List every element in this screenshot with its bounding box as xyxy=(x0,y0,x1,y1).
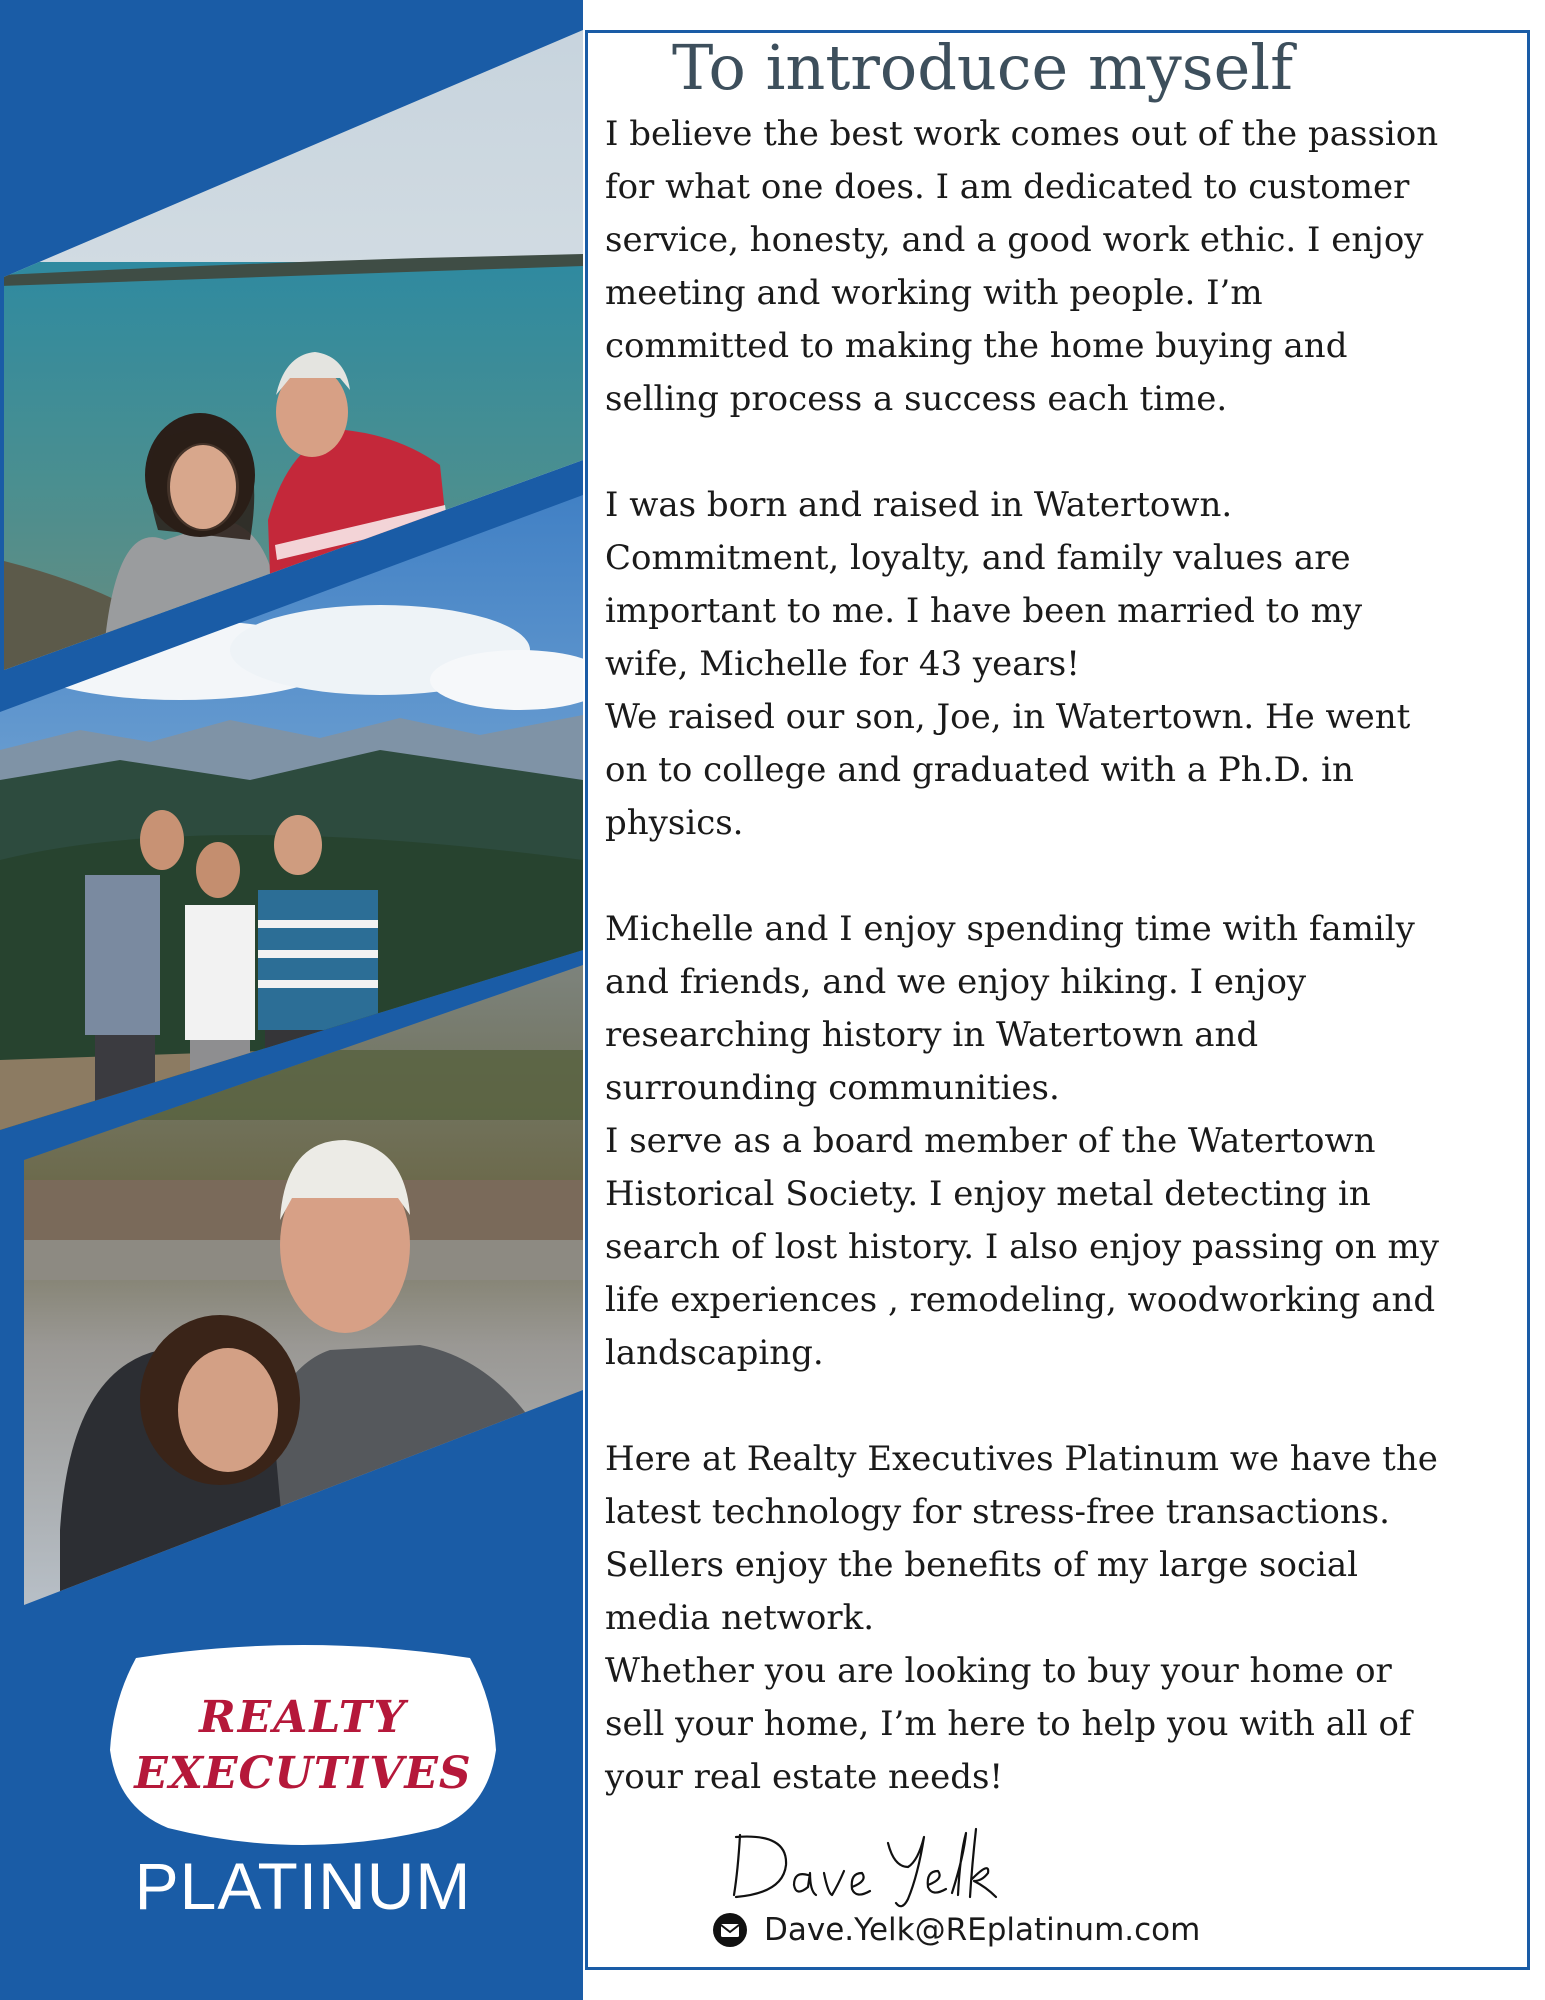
text-line: wife, Michelle for 43 years! xyxy=(605,644,1080,684)
text-line: service, honesty, and a good work ethic. I enjoy xyxy=(605,220,1424,260)
text-line: sell your home, I’m here to help you with all of xyxy=(605,1704,1412,1744)
envelope-icon xyxy=(712,1912,748,1948)
paragraph-3 xyxy=(605,903,1515,1380)
text-line: Whether you are looking to buy your home or xyxy=(605,1651,1392,1691)
text-line: life experiences , remodeling, woodworking and xyxy=(605,1280,1436,1320)
couple-closeup-photo xyxy=(0,950,583,1610)
text-line: Michelle and I enjoy spending time with family xyxy=(605,909,1415,949)
text-line: meeting and working with people. I’m xyxy=(605,273,1263,313)
logo-word-realty: REALTY xyxy=(199,1692,407,1743)
realty-executives-logo xyxy=(98,1640,508,1850)
text-line: researching history in Watertown and xyxy=(605,1015,1259,1055)
text-line: and friends, and we enjoy hiking. I enjoy xyxy=(605,962,1307,1002)
sidebar xyxy=(0,0,583,2000)
paragraph-2 xyxy=(605,479,1515,850)
text-line: on to college and graduated with a Ph.D. in xyxy=(605,750,1354,790)
text-line: selling process a success each time. xyxy=(605,379,1228,419)
text-line: Historical Society. I enjoy metal detecting in xyxy=(605,1174,1371,1214)
text-line: I was born and raised in Watertown. xyxy=(605,485,1233,525)
paragraph-4 xyxy=(605,1433,1515,1804)
page-title: To introduce myself xyxy=(672,31,1294,104)
text-line: media network. xyxy=(605,1598,874,1638)
text-line: Commitment, loyalty, and family values are xyxy=(605,538,1351,578)
text-line: I serve as a board member of the Watertown xyxy=(605,1121,1376,1161)
text-line: latest technology for stress-free transactions. xyxy=(605,1492,1390,1532)
text-line: your real estate needs! xyxy=(605,1757,1004,1797)
email-contact[interactable] xyxy=(712,1905,1200,1955)
text-line: Sellers enjoy the benefits of my large social xyxy=(605,1545,1359,1585)
logo-word-executives: EXECUTIVES xyxy=(134,1748,472,1799)
email-link[interactable]: Dave.Yelk@REplatinum.com xyxy=(764,1912,1201,1948)
text-line: landscaping. xyxy=(605,1333,824,1373)
text-line: surrounding communities. xyxy=(605,1068,1060,1108)
text-line: We raised our son, Joe, in Watertown. He went xyxy=(605,697,1411,737)
text-line: search of lost history. I also enjoy passing on my xyxy=(605,1227,1439,1267)
body-text xyxy=(605,108,1515,1857)
paragraph-1 xyxy=(605,108,1515,426)
signature xyxy=(728,1815,1008,1915)
logo-word-platinum: PLATINUM xyxy=(134,1849,472,1923)
text-line: for what one does. I am dedicated to customer xyxy=(605,167,1410,207)
text-line: I believe the best work comes out of the passion xyxy=(605,114,1439,154)
text-line: committed to making the home buying and xyxy=(605,326,1348,366)
text-line: physics. xyxy=(605,803,744,843)
text-line: Here at Realty Executives Platinum we have the xyxy=(605,1439,1438,1479)
text-line: important to me. I have been married to my xyxy=(605,591,1363,631)
